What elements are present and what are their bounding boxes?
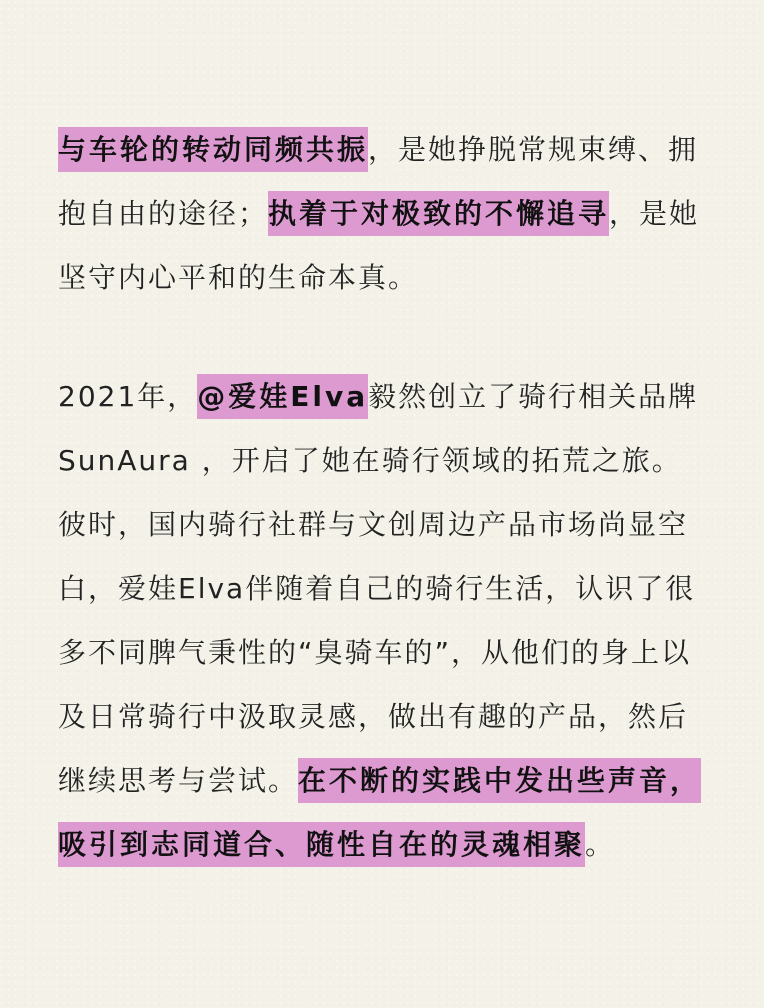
text-segment: ，是她坚守内心平和的生命本真。	[58, 197, 700, 294]
text-segment-year: 2021年，	[58, 380, 198, 413]
text-segment: ，是她挣脱常规束缚、拥抱自由的途径；	[58, 133, 699, 230]
highlight-gathering: 在不断的实践中发出些声音，吸引到志同道合、随性自在的灵魂相聚	[58, 758, 701, 867]
paragraph-freedom	[58, 118, 706, 310]
highlight-sync-wheels: 与车轮的转动同频共振	[58, 127, 368, 172]
highlight-mention: @爱娃Elva	[197, 374, 368, 419]
text-segment-body: 毅然创立了骑行相关品牌SunAura ，开启了她在骑行领域的拓荒之旅。彼时，国内骑行社群与文创周边产品市场尚显空白，爱娃Elva伴随着自己的骑行生活，认识了很多不同脾气秉性的“臭骑车的”，从他们的身上以及日常骑行中汲取灵感，做出有趣的产品，然后继续思考与尝试。	[58, 380, 699, 797]
highlight-pursuit: 执着于对极致的不懈追寻	[268, 191, 609, 236]
text-segment-end: 。	[585, 828, 616, 861]
paragraph-brand-story	[58, 365, 706, 877]
